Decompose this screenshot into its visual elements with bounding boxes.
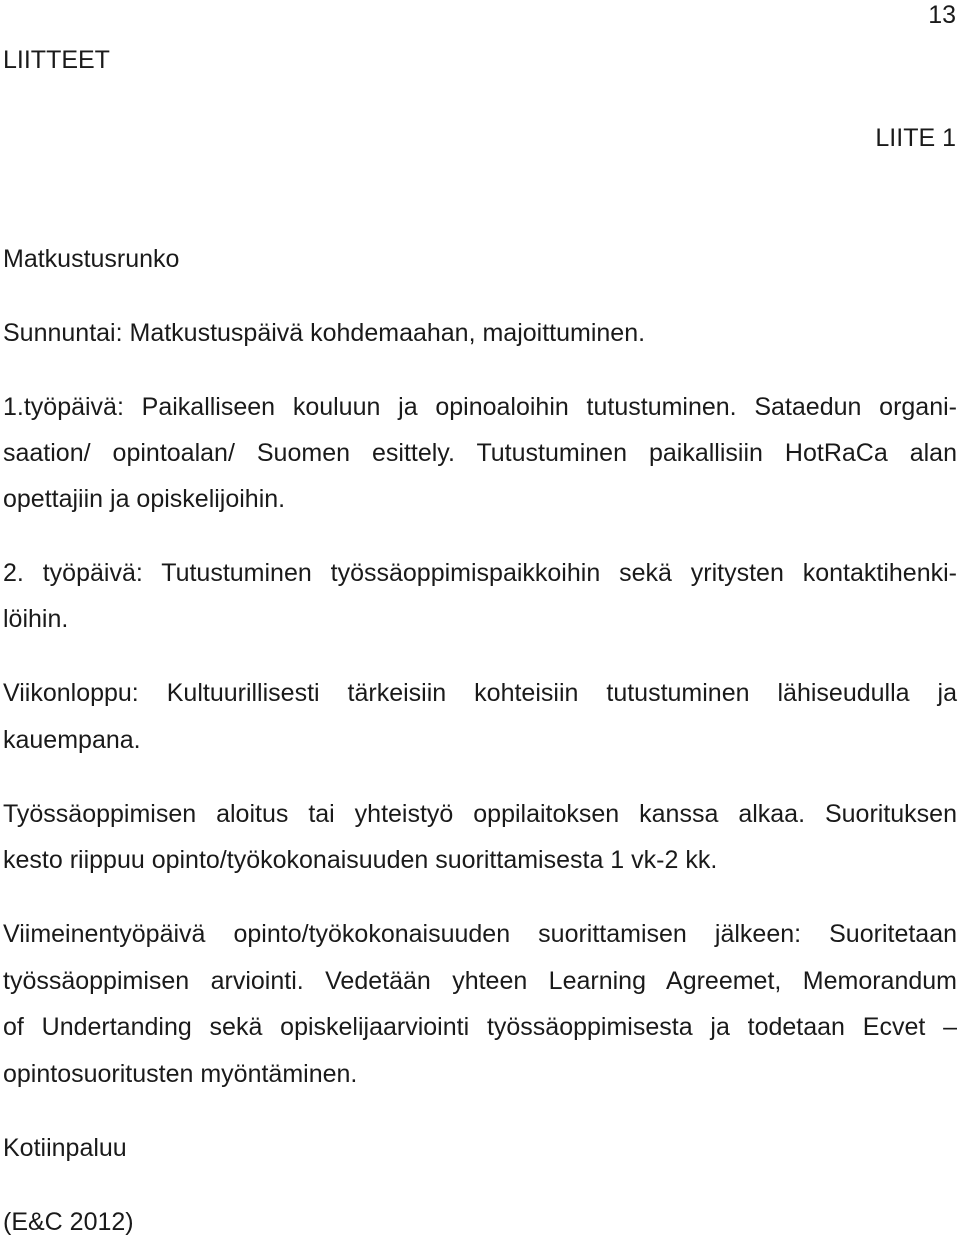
last-day-paragraph-line-2: työssäoppimisen arviointi. Vedetään yhteen Learning Agreemet, Memorandum [3,967,957,995]
weekend-paragraph-line-1: Viikonloppu: Kultuurillisesti tärkeisiin kohteisiin tutustuminen lähiseudulla ja [3,679,957,707]
day1-paragraph-line-3: opettajiin ja opiskelijoihin. [3,485,286,513]
section-title: LIITTEET [3,46,110,74]
last-day-paragraph-line-1: Viimeinentyöpäivä opinto/työkokonaisuuden suorittamisen jälkeen: Suoritetaan [3,920,957,948]
return-home: Kotiinpaluu [3,1134,127,1162]
appendix-label: LIITE 1 [875,124,956,152]
sunday-paragraph: Sunnuntai: Matkustuspäivä kohdemaahan, majoittuminen. [3,319,646,347]
last-day-paragraph-line-3: of Undertanding sekä opiskelijaarviointi työssäoppimisesta ja todetaan Ecvet – [3,1013,957,1041]
day1-paragraph-line-2: saation/ opintoalan/ Suomen esittely. Tutustuminen paikallisiin HotRaCa alan [3,439,957,467]
source-citation: (E&C 2012) [3,1208,134,1236]
start-paragraph-line-1: Työssäoppimisen aloitus tai yhteistyö oppilaitoksen kanssa alkaa. Suorituksen [3,800,957,828]
start-paragraph-line-2: kesto riippuu opinto/työkokonaisuuden suorittamisesta 1 vk-2 kk. [3,846,718,874]
day1-paragraph-line-1: 1.työpäivä: Paikalliseen kouluun ja opinoaloihin tutustuminen. Sataedun organi- [3,393,957,421]
day2-paragraph-line-2: löihin. [3,605,69,633]
page-number: 13 [928,1,956,29]
weekend-paragraph-line-2: kauempana. [3,726,141,754]
itinerary-heading: Matkustusrunko [3,245,180,273]
day2-paragraph-line-1: 2. työpäivä: Tutustuminen työssäoppimispaikkoihin sekä yritysten kontaktihenki- [3,559,957,587]
last-day-paragraph-line-4: opintosuoritusten myöntäminen. [3,1060,358,1088]
